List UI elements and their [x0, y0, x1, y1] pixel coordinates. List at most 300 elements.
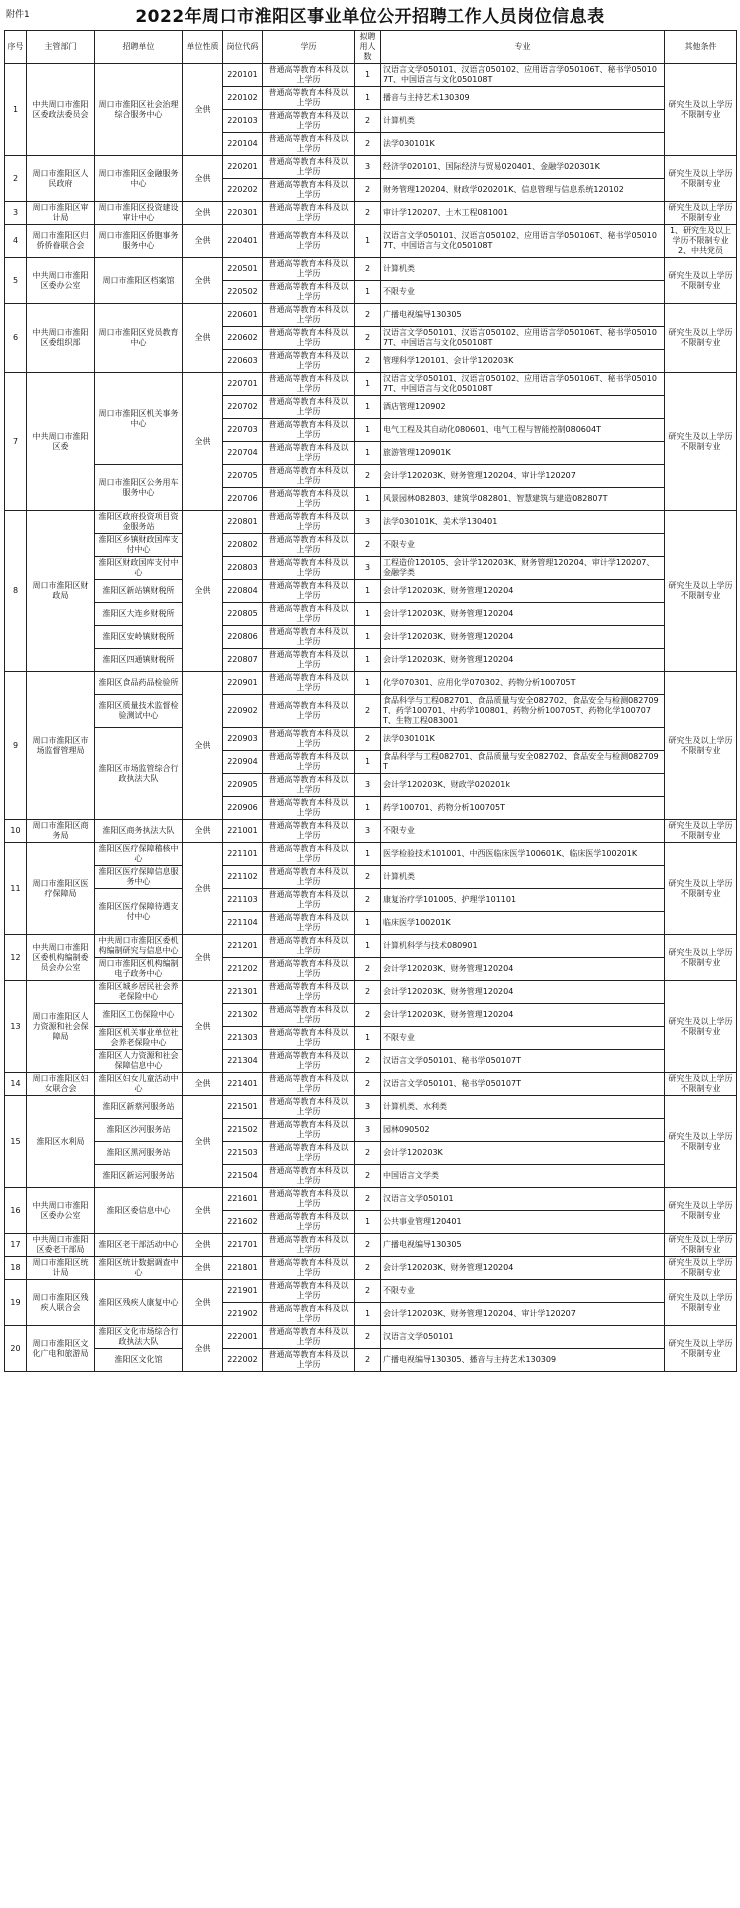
nature-cell: 全供: [183, 981, 223, 1073]
unit-cell: 淮阳区医疗保障稽核中心: [95, 843, 183, 866]
dept-cell: 中共周口市淮阳区委: [27, 373, 95, 511]
major-cell: 电气工程及其自动化080601、电气工程与智能控制080604T: [381, 419, 665, 442]
major-cell: 财务管理120204、财政学020201K、信息管理与信息系统120102: [381, 179, 665, 202]
code-cell: 221701: [223, 1234, 263, 1257]
major-cell: 园林090502: [381, 1119, 665, 1142]
code-cell: 220703: [223, 419, 263, 442]
seq-cell: 7: [5, 373, 27, 511]
unit-cell: 淮阳区医疗保障信息服务中心: [95, 866, 183, 889]
edu-cell: 普通高等教育本科及以上学历: [263, 225, 355, 258]
code-cell: 222002: [223, 1349, 263, 1372]
major-cell: 会计学120203K、财务管理120204: [381, 649, 665, 672]
seq-cell: 11: [5, 843, 27, 935]
code-cell: 220102: [223, 87, 263, 110]
seq-cell: 15: [5, 1096, 27, 1188]
unit-cell: 淮阳区沙河服务站: [95, 1119, 183, 1142]
seq-cell: 12: [5, 935, 27, 981]
unit-cell: 淮阳区商务执法大队: [95, 820, 183, 843]
major-cell: 经济学020101、国际经济与贸易020401、金融学020301K: [381, 156, 665, 179]
nature-cell: 全供: [183, 1280, 223, 1326]
unit-cell: 周口市淮阳区档案馆: [95, 258, 183, 304]
major-cell: 管理科学120101、会计学120203K: [381, 350, 665, 373]
seq-cell: 16: [5, 1188, 27, 1234]
seq-cell: 1: [5, 64, 27, 156]
num-cell: 2: [355, 958, 381, 981]
num-cell: 3: [355, 1096, 381, 1119]
edu-cell: 普通高等教育本科及以上学历: [263, 1165, 355, 1188]
major-cell: 计算机科学与技术080901: [381, 935, 665, 958]
major-cell: 不限专业: [381, 820, 665, 843]
dept-cell: 中共周口市淮阳区委机构编制委员会办公室: [27, 935, 95, 981]
num-cell: 1: [355, 580, 381, 603]
dept-cell: 周口市淮阳区文化广电和旅游局: [27, 1326, 95, 1372]
num-cell: 2: [355, 1349, 381, 1372]
seq-cell: 10: [5, 820, 27, 843]
unit-cell: 淮阳区妇女儿童活动中心: [95, 1073, 183, 1096]
nature-cell: 全供: [183, 225, 223, 258]
edu-cell: 普通高等教育本科及以上学历: [263, 797, 355, 820]
edu-cell: 普通高等教育本科及以上学历: [263, 557, 355, 580]
edu-cell: 普通高等教育本科及以上学历: [263, 1004, 355, 1027]
cond-cell: 研究生及以上学历不限制专业: [665, 935, 737, 981]
num-cell: 1: [355, 912, 381, 935]
code-cell: 221104: [223, 912, 263, 935]
nature-cell: 全供: [183, 202, 223, 225]
table-row: [5, 603, 737, 626]
num-cell: 2: [355, 534, 381, 557]
dept-cell: 周口市淮阳区审计局: [27, 202, 95, 225]
code-cell: 220807: [223, 649, 263, 672]
code-cell: 220805: [223, 603, 263, 626]
num-cell: 2: [355, 1165, 381, 1188]
edu-cell: 普通高等教育本科及以上学历: [263, 1073, 355, 1096]
code-cell: 221902: [223, 1303, 263, 1326]
code-cell: 221303: [223, 1027, 263, 1050]
num-cell: 2: [355, 1257, 381, 1280]
table-row: [5, 1280, 737, 1303]
edu-cell: 普通高等教育本科及以上学历: [263, 672, 355, 695]
header-major: 专业: [381, 31, 665, 64]
code-cell: 220804: [223, 580, 263, 603]
nature-cell: 全供: [183, 1096, 223, 1188]
seq-cell: 2: [5, 156, 27, 202]
edu-cell: 普通高等教育本科及以上学历: [263, 488, 355, 511]
table-row: [5, 1096, 737, 1119]
dept-cell: 中共周口市淮阳区委老干部局: [27, 1234, 95, 1257]
unit-cell: 淮阳区食品药品检验所: [95, 672, 183, 695]
seq-cell: 20: [5, 1326, 27, 1372]
num-cell: 2: [355, 1142, 381, 1165]
num-cell: 1: [355, 603, 381, 626]
nature-cell: 全供: [183, 373, 223, 511]
code-cell: 221801: [223, 1257, 263, 1280]
table-row: [5, 649, 737, 672]
num-cell: 1: [355, 442, 381, 465]
edu-cell: 普通高等教育本科及以上学历: [263, 133, 355, 156]
header-seq: 序号: [5, 31, 27, 64]
num-cell: 1: [355, 225, 381, 258]
nature-cell: 全供: [183, 935, 223, 981]
edu-cell: 普通高等教育本科及以上学历: [263, 820, 355, 843]
edu-cell: 普通高等教育本科及以上学历: [263, 649, 355, 672]
major-cell: 医学检验技术101001、中西医临床医学100601K、临床医学100201K: [381, 843, 665, 866]
major-cell: 汉语言文学050101、汉语言050102、应用语言学050106T、秘书学050107T、中国语言与文化050108T: [381, 225, 665, 258]
code-cell: 220201: [223, 156, 263, 179]
edu-cell: 普通高等教育本科及以上学历: [263, 774, 355, 797]
num-cell: 1: [355, 672, 381, 695]
cond-cell: 研究生及以上学历不限制专业: [665, 1280, 737, 1326]
cond-cell: 研究生及以上学历不限制专业: [665, 373, 737, 511]
code-cell: 220702: [223, 396, 263, 419]
major-cell: 汉语言文学050101、汉语言050102、应用语言学050106T、秘书学050107T、中国语言与文化050108T: [381, 327, 665, 350]
seq-cell: 18: [5, 1257, 27, 1280]
code-cell: 221103: [223, 889, 263, 912]
edu-cell: 普通高等教育本科及以上学历: [263, 1234, 355, 1257]
table-row: [5, 672, 737, 695]
edu-cell: 普通高等教育本科及以上学历: [263, 534, 355, 557]
code-cell: 221302: [223, 1004, 263, 1027]
major-cell: 药学100701、药物分析100705T: [381, 797, 665, 820]
nature-cell: 全供: [183, 1188, 223, 1234]
dept-cell: 周口市淮阳区残疾人联合会: [27, 1280, 95, 1326]
dept-cell: 周口市淮阳区财政局: [27, 511, 95, 672]
header-dept: 主管部门: [27, 31, 95, 64]
table-row: [5, 511, 737, 534]
major-cell: 广播电视编导130305: [381, 304, 665, 327]
unit-cell: 周口市淮阳区投资建设审计中心: [95, 202, 183, 225]
num-cell: 2: [355, 889, 381, 912]
header-edu: 学历: [263, 31, 355, 64]
major-cell: 会计学120203K、财务管理120204: [381, 958, 665, 981]
major-cell: 康复治疗学101005、护理学101101: [381, 889, 665, 912]
major-cell: 广播电视编导130305、播音与主持艺术130309: [381, 1349, 665, 1372]
table-row: [5, 958, 737, 981]
edu-cell: 普通高等教育本科及以上学历: [263, 327, 355, 350]
edu-cell: 普通高等教育本科及以上学历: [263, 1326, 355, 1349]
num-cell: 2: [355, 695, 381, 728]
table-row: [5, 1165, 737, 1188]
unit-cell: 淮阳区城乡居民社会养老保险中心: [95, 981, 183, 1004]
num-cell: 1: [355, 488, 381, 511]
num-cell: 1: [355, 1303, 381, 1326]
edu-cell: 普通高等教育本科及以上学历: [263, 1303, 355, 1326]
table-row: [5, 465, 737, 488]
unit-cell: 淮阳区市场监管综合行政执法大队: [95, 728, 183, 820]
nature-cell: 全供: [183, 258, 223, 304]
num-cell: 1: [355, 64, 381, 87]
table-row: [5, 1073, 737, 1096]
table-row: [5, 1188, 737, 1211]
major-cell: 中国语言文学类: [381, 1165, 665, 1188]
num-cell: 2: [355, 981, 381, 1004]
num-cell: 1: [355, 797, 381, 820]
cond-cell: 研究生及以上学历不限制专业: [665, 672, 737, 820]
code-cell: 221202: [223, 958, 263, 981]
table-row: [5, 1119, 737, 1142]
dept-cell: 淮阳区水利局: [27, 1096, 95, 1188]
major-cell: 计算机类: [381, 866, 665, 889]
edu-cell: 普通高等教育本科及以上学历: [263, 751, 355, 774]
table-row: [5, 1349, 737, 1372]
num-cell: 1: [355, 1211, 381, 1234]
edu-cell: 普通高等教育本科及以上学历: [263, 728, 355, 751]
code-cell: 221601: [223, 1188, 263, 1211]
num-cell: 2: [355, 350, 381, 373]
table-row: [5, 202, 737, 225]
num-cell: 2: [355, 304, 381, 327]
unit-cell: 淮阳区工伤保险中心: [95, 1004, 183, 1027]
major-cell: 食品科学与工程082701、食品质量与安全082702、食品安全与检测082709T: [381, 751, 665, 774]
num-cell: 1: [355, 281, 381, 304]
seq-cell: 8: [5, 511, 27, 672]
num-cell: 2: [355, 1073, 381, 1096]
table-row: [5, 843, 737, 866]
seq-cell: 6: [5, 304, 27, 373]
cond-cell: 研究生及以上学历不限制专业: [665, 1096, 737, 1188]
cond-cell: 研究生及以上学历不限制专业: [665, 1326, 737, 1372]
num-cell: 1: [355, 396, 381, 419]
num-cell: 2: [355, 327, 381, 350]
major-cell: 酒店管理120902: [381, 396, 665, 419]
dept-cell: 中共周口市淮阳区委办公室: [27, 258, 95, 304]
code-cell: 220701: [223, 373, 263, 396]
unit-cell: 周口市淮阳区公务用车服务中心: [95, 465, 183, 511]
num-cell: 1: [355, 843, 381, 866]
unit-cell: 淮阳区财政国库支付中心: [95, 557, 183, 580]
table-row: [5, 820, 737, 843]
num-cell: 3: [355, 774, 381, 797]
page-title: 2022年周口市淮阳区事业单位公开招聘工作人员岗位信息表: [135, 7, 605, 27]
major-cell: 工程造价120105、会计学120203K、财务管理120204、审计学120207、金融学类: [381, 557, 665, 580]
table-row: [5, 695, 737, 728]
major-cell: 会计学120203K、财务管理120204: [381, 1004, 665, 1027]
num-cell: 3: [355, 511, 381, 534]
num-cell: 1: [355, 373, 381, 396]
edu-cell: 普通高等教育本科及以上学历: [263, 350, 355, 373]
code-cell: 221301: [223, 981, 263, 1004]
edu-cell: 普通高等教育本科及以上学历: [263, 695, 355, 728]
code-cell: 220902: [223, 695, 263, 728]
major-cell: 不限专业: [381, 281, 665, 304]
table-row: [5, 1004, 737, 1027]
edu-cell: 普通高等教育本科及以上学历: [263, 511, 355, 534]
table-row: [5, 626, 737, 649]
edu-cell: 普通高等教育本科及以上学历: [263, 843, 355, 866]
code-cell: 220401: [223, 225, 263, 258]
cond-cell: 研究生及以上学历不限制专业: [665, 820, 737, 843]
job-table: [4, 30, 737, 1372]
num-cell: 2: [355, 258, 381, 281]
code-cell: 221901: [223, 1280, 263, 1303]
num-cell: 2: [355, 1050, 381, 1073]
nature-cell: 全供: [183, 672, 223, 820]
num-cell: 1: [355, 751, 381, 774]
appendix-label: 附件1: [6, 10, 30, 20]
unit-cell: 周口市淮阳区党员教育中心: [95, 304, 183, 373]
dept-cell: 周口市淮阳区商务局: [27, 820, 95, 843]
unit-cell: 淮阳区新蔡河服务站: [95, 1096, 183, 1119]
edu-cell: 普通高等教育本科及以上学历: [263, 1257, 355, 1280]
code-cell: 221101: [223, 843, 263, 866]
unit-cell: 淮阳区人力资源和社会保障信息中心: [95, 1050, 183, 1073]
code-cell: 220704: [223, 442, 263, 465]
code-cell: 221102: [223, 866, 263, 889]
unit-cell: 淮阳区黑河服务站: [95, 1142, 183, 1165]
code-cell: 221602: [223, 1211, 263, 1234]
edu-cell: 普通高等教育本科及以上学历: [263, 258, 355, 281]
edu-cell: 普通高等教育本科及以上学历: [263, 958, 355, 981]
code-cell: 220601: [223, 304, 263, 327]
code-cell: 220901: [223, 672, 263, 695]
nature-cell: 全供: [183, 843, 223, 935]
edu-cell: 普通高等教育本科及以上学历: [263, 396, 355, 419]
major-cell: 会计学120203K、财务管理120204、审计学120207: [381, 1303, 665, 1326]
unit-cell: 周口市淮阳区机构编制电子政务中心: [95, 958, 183, 981]
major-cell: 广播电视编导130305: [381, 1234, 665, 1257]
num-cell: 1: [355, 419, 381, 442]
major-cell: 公共事业管理120401: [381, 1211, 665, 1234]
unit-cell: 淮阳区四通镇财税所: [95, 649, 183, 672]
nature-cell: 全供: [183, 156, 223, 202]
major-cell: 食品科学与工程082701、食品质量与安全082702、食品安全与检测082709T、药学100701、中药学100801、药物分析100705T、药物化学100707T、生物工程083001: [381, 695, 665, 728]
cond-cell: 1、研究生及以上学历不限制专业 2、中共党员: [665, 225, 737, 258]
major-cell: 播音与主持艺术130309: [381, 87, 665, 110]
num-cell: 2: [355, 1188, 381, 1211]
dept-cell: 周口市淮阳区统计局: [27, 1257, 95, 1280]
unit-cell: 淮阳区安岭镇财税所: [95, 626, 183, 649]
code-cell: 220301: [223, 202, 263, 225]
unit-cell: 淮阳区机关事业单位社会养老保险中心: [95, 1027, 183, 1050]
edu-cell: 普通高等教育本科及以上学历: [263, 866, 355, 889]
header-nature: 单位性质: [183, 31, 223, 64]
code-cell: 220103: [223, 110, 263, 133]
major-cell: 不限专业: [381, 534, 665, 557]
seq-cell: 13: [5, 981, 27, 1073]
major-cell: 会计学120203K、财政学020201k: [381, 774, 665, 797]
table-row: [5, 304, 737, 327]
unit-cell: 周口市淮阳区机关事务中心: [95, 373, 183, 465]
major-cell: 法学030101K: [381, 133, 665, 156]
dept-cell: 中共周口市淮阳区委办公室: [27, 1188, 95, 1234]
code-cell: 220904: [223, 751, 263, 774]
edu-cell: 普通高等教育本科及以上学历: [263, 1349, 355, 1372]
seq-cell: 17: [5, 1234, 27, 1257]
cond-cell: 研究生及以上学历不限制专业: [665, 1073, 737, 1096]
major-cell: 法学030101K: [381, 728, 665, 751]
major-cell: 会计学120203K、财务管理120204: [381, 626, 665, 649]
edu-cell: 普通高等教育本科及以上学历: [263, 1096, 355, 1119]
cond-cell: 研究生及以上学历不限制专业: [665, 1188, 737, 1234]
major-cell: 不限专业: [381, 1280, 665, 1303]
edu-cell: 普通高等教育本科及以上学历: [263, 87, 355, 110]
seq-cell: 4: [5, 225, 27, 258]
unit-cell: 淮阳区文化市场综合行政执法大队: [95, 1326, 183, 1349]
edu-cell: 普通高等教育本科及以上学历: [263, 981, 355, 1004]
num-cell: 1: [355, 626, 381, 649]
code-cell: 220501: [223, 258, 263, 281]
cond-cell: 研究生及以上学历不限制专业: [665, 156, 737, 202]
major-cell: 汉语言文学050101、秘书学050107T: [381, 1073, 665, 1096]
edu-cell: 普通高等教育本科及以上学历: [263, 465, 355, 488]
header-cond: 其他条件: [665, 31, 737, 64]
num-cell: 2: [355, 179, 381, 202]
major-cell: 会计学120203K、财务管理120204: [381, 981, 665, 1004]
code-cell: 220803: [223, 557, 263, 580]
header-code: 岗位代码: [223, 31, 263, 64]
table-row: [5, 258, 737, 281]
cond-cell: 研究生及以上学历不限制专业: [665, 1257, 737, 1280]
table-row: [5, 534, 737, 557]
code-cell: 220706: [223, 488, 263, 511]
edu-cell: 普通高等教育本科及以上学历: [263, 1027, 355, 1050]
cond-cell: 研究生及以上学历不限制专业: [665, 64, 737, 156]
edu-cell: 普通高等教育本科及以上学历: [263, 626, 355, 649]
unit-cell: 淮阳区委信息中心: [95, 1188, 183, 1234]
dept-cell: 周口市淮阳区医疗保障局: [27, 843, 95, 935]
num-cell: 2: [355, 1280, 381, 1303]
unit-cell: 周口市淮阳区社会治理综合服务中心: [95, 64, 183, 156]
code-cell: 221504: [223, 1165, 263, 1188]
edu-cell: 普通高等教育本科及以上学历: [263, 935, 355, 958]
table-row: [5, 889, 737, 912]
major-cell: 会计学120203K、财务管理120204: [381, 580, 665, 603]
table-row: [5, 728, 737, 751]
unit-cell: 淮阳区新运河服务站: [95, 1165, 183, 1188]
num-cell: 2: [355, 110, 381, 133]
unit-cell: 中共周口市淮阳区委机构编制研究与信息中心: [95, 935, 183, 958]
code-cell: 221304: [223, 1050, 263, 1073]
nature-cell: 全供: [183, 1073, 223, 1096]
unit-cell: 淮阳区老干部活动中心: [95, 1234, 183, 1257]
code-cell: 220903: [223, 728, 263, 751]
num-cell: 2: [355, 1234, 381, 1257]
cond-cell: 研究生及以上学历不限制专业: [665, 202, 737, 225]
num-cell: 3: [355, 820, 381, 843]
num-cell: 1: [355, 87, 381, 110]
num-cell: 1: [355, 649, 381, 672]
edu-cell: 普通高等教育本科及以上学历: [263, 442, 355, 465]
major-cell: 汉语言文学050101: [381, 1188, 665, 1211]
cond-cell: 研究生及以上学历不限制专业: [665, 843, 737, 935]
seq-cell: 3: [5, 202, 27, 225]
dept-cell: 中共周口市淮阳区委政法委员会: [27, 64, 95, 156]
unit-cell: 淮阳区政府投资项目资金服务站: [95, 511, 183, 534]
code-cell: 220602: [223, 327, 263, 350]
edu-cell: 普通高等教育本科及以上学历: [263, 1188, 355, 1211]
edu-cell: 普通高等教育本科及以上学历: [263, 179, 355, 202]
cond-cell: 研究生及以上学历不限制专业: [665, 511, 737, 672]
major-cell: 计算机类、水利类: [381, 1096, 665, 1119]
edu-cell: 普通高等教育本科及以上学历: [263, 64, 355, 87]
code-cell: 220905: [223, 774, 263, 797]
code-cell: 221501: [223, 1096, 263, 1119]
major-cell: 会计学120203K、财务管理120204: [381, 603, 665, 626]
edu-cell: 普通高等教育本科及以上学历: [263, 603, 355, 626]
cond-cell: 研究生及以上学历不限制专业: [665, 258, 737, 304]
edu-cell: 普通高等教育本科及以上学历: [263, 580, 355, 603]
num-cell: 1: [355, 935, 381, 958]
table-row: [5, 1326, 737, 1349]
table-row: [5, 1142, 737, 1165]
seq-cell: 5: [5, 258, 27, 304]
code-cell: 220801: [223, 511, 263, 534]
dept-cell: 中共周口市淮阳区委组织部: [27, 304, 95, 373]
table-row: [5, 373, 737, 396]
table-header-row: [5, 31, 737, 64]
nature-cell: 全供: [183, 820, 223, 843]
major-cell: 会计学120203K、财务管理120204、审计学120207: [381, 465, 665, 488]
num-cell: 3: [355, 1119, 381, 1142]
